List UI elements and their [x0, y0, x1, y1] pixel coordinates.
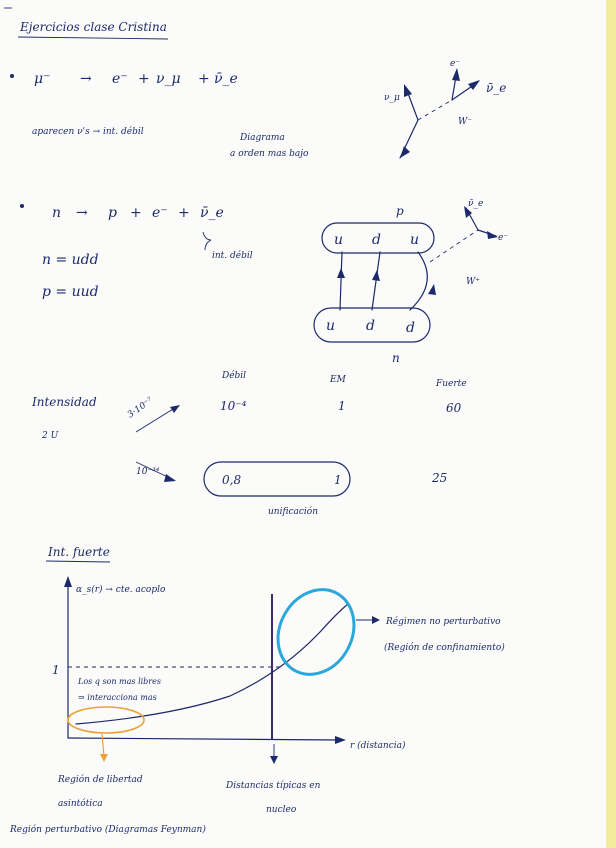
- unified-em-value: 1: [334, 473, 342, 487]
- eq1-muon: μ⁻: [34, 71, 51, 87]
- header-weak: Débil: [222, 371, 247, 381]
- eq2-neutron: n: [52, 205, 62, 221]
- muon-decay-diagram: [384, 59, 506, 158]
- value-em: 1: [338, 399, 346, 413]
- unification-label: unificación: [268, 507, 319, 517]
- weak-interaction-note: aparecen ν's → int. débil: [32, 127, 144, 137]
- diag1-numu-label: ν_μ: [384, 93, 400, 103]
- eq2-plus-2: +: [178, 205, 190, 221]
- mid-note-line-2: nucleo: [266, 805, 297, 815]
- header-em: EM: [330, 375, 346, 385]
- y-axis-label: α_s(r) → cte. acoplo: [76, 585, 166, 595]
- orange-pointer: [102, 734, 104, 756]
- neutron-decay-diagram: [314, 199, 508, 365]
- x-axis: [68, 738, 340, 740]
- eq1-arrow: →: [80, 71, 92, 87]
- eq1-numu: ν_μ: [156, 71, 181, 87]
- diag2-nuebar-label: ν̄_e: [468, 199, 484, 209]
- eq1-nuebar: ν̄_e: [214, 71, 238, 87]
- coupling-curve: [76, 604, 348, 724]
- em-arrow-label: 10⁻³⁴: [136, 467, 160, 477]
- right-note-line-1: Régimen no perturbativo: [386, 617, 501, 627]
- quark-line-2-arrow-icon: [372, 270, 380, 281]
- energy-label: 2 U: [42, 431, 59, 441]
- eq1-plus-2: +: [198, 71, 210, 87]
- quark-line-1-arrow-icon: [337, 268, 345, 278]
- inner-note-line-2: ⇒ interacciona mas: [78, 693, 157, 702]
- quark-line-3: [410, 252, 427, 310]
- eq1-plus-1: +: [138, 71, 150, 87]
- page-title: Ejercicios clase Cristina: [20, 20, 167, 34]
- right-note-line-2: (Región de confinamiento): [384, 643, 505, 653]
- inner-note-line-1: Los q son mas libres: [78, 677, 161, 686]
- diag1-nuebar-label: ν̄_e: [486, 81, 507, 95]
- quark-line-3-arrow-icon: [428, 284, 436, 295]
- numu-arrow-icon: [404, 84, 412, 97]
- x-axis-label: r (distancia): [350, 741, 406, 751]
- diagram-note-line-1: Diagrama: [240, 133, 285, 143]
- bottom-quark-1: u: [326, 318, 336, 334]
- mid-note-line-1: Distancias típicas en: [226, 781, 321, 791]
- x-axis-arrow-icon: [335, 736, 346, 744]
- page-edge-tint: [606, 0, 616, 848]
- muon-decay-equation: [34, 71, 238, 87]
- value-strong: 60: [446, 401, 462, 415]
- intensity-table: [31, 370, 467, 517]
- coupling-graph: [52, 576, 406, 764]
- top-quark-2: d: [372, 232, 381, 248]
- eq1-electron: e⁻: [112, 71, 128, 87]
- muon-arrow-icon: [400, 146, 410, 158]
- neutron-composition: n = udd: [42, 252, 99, 268]
- diagram-note-line-2: a orden mas bajo: [230, 149, 309, 159]
- underbrace-label: int. débil: [212, 251, 253, 261]
- em-arrow-head-icon: [164, 474, 176, 482]
- w-plus-propagator: [430, 230, 478, 262]
- diag2-electron-label: e⁻: [498, 233, 509, 243]
- mid-pointer-head-icon: [270, 756, 278, 764]
- top-quark-1: u: [334, 232, 344, 248]
- w-propagator: [418, 100, 452, 120]
- header-strong: Fuerte: [436, 379, 467, 389]
- y-axis-arrow-icon: [64, 576, 72, 587]
- weak-arrow-head-icon: [170, 405, 180, 413]
- quark-line-1: [340, 252, 342, 310]
- asymptotic-freedom-oval: [68, 707, 144, 733]
- eq2-proton: p: [108, 205, 117, 221]
- y-tick-1: 1: [52, 663, 60, 677]
- top-quark-3: u: [410, 232, 420, 248]
- diag2-p-label: p: [396, 204, 404, 218]
- eq2-nuebar: ν̄_e: [200, 205, 224, 221]
- diag2-n-label: n: [392, 351, 400, 365]
- right-pointer-head-icon: [372, 616, 380, 624]
- value-weak: 10⁻⁴: [220, 399, 247, 413]
- row-label-intensity: Intensidad: [32, 395, 97, 409]
- unified-weak-value: 0,8: [222, 473, 242, 487]
- orange-pointer-head-icon: [100, 754, 108, 762]
- quark-line-2: [372, 252, 380, 310]
- unified-strong-value: 25: [432, 471, 448, 485]
- bottom-note: Región perturbativo (Diagramas Feynman): [10, 825, 206, 835]
- strong-heading-underline: [46, 561, 110, 562]
- strong-heading: Int. fuerte: [48, 545, 110, 559]
- neutron-decay-equation: [52, 205, 224, 221]
- diag2-w-label: W⁺: [466, 277, 481, 287]
- bullet-1: [10, 74, 14, 78]
- nonperturbative-circle: [264, 576, 369, 688]
- diag1-w-label: W⁻: [458, 117, 473, 127]
- bottom-quark-3: d: [406, 320, 415, 336]
- bullet-2: [20, 204, 24, 208]
- weak-arrow-label: 3·10⁻⁷: [125, 395, 155, 421]
- underbrace-mark: [203, 232, 211, 250]
- electron-arrow-icon: [452, 68, 460, 81]
- title-underline: [18, 37, 168, 39]
- bottom-quark-2: d: [366, 318, 375, 334]
- diag2-electron-arrow-icon: [487, 231, 498, 239]
- proton-composition: p = uud: [42, 284, 99, 300]
- nuebar-arrow-icon: [468, 80, 480, 90]
- eq2-arrow: →: [76, 205, 88, 221]
- eq2-plus-1: +: [130, 205, 142, 221]
- left-note-line-1: Región de libertad: [58, 775, 143, 785]
- left-note-line-2: asintótica: [58, 799, 103, 809]
- diag1-electron-label: e⁻: [450, 59, 461, 69]
- eq2-electron: e⁻: [152, 205, 168, 221]
